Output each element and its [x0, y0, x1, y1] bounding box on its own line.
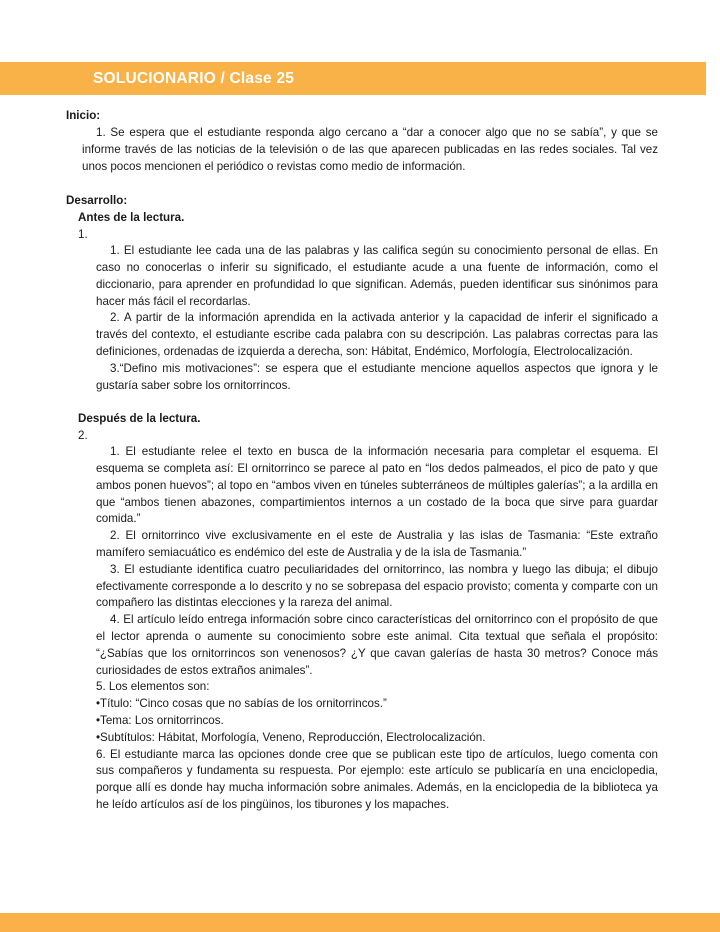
title-main: SOLUCIONARIO	[93, 69, 216, 87]
heading-antes-lectura: Antes de la lectura.	[78, 211, 185, 225]
page-title	[0, 70, 294, 88]
antes-item-2: 2. A partir de la información aprendida en la activada anterior y la capacidad de inferir el significado a través del contexto, el estudiante escribe cada palabra con su descripción. Las palabras correctas para las definiciones, ordenadas de izquierda a derecha, son: Hábitat, Endémico, Morfología, Electrolocalización.	[96, 311, 658, 358]
antes-item-1: 1. El estudiante lee cada una de las palabras y las califica según su conocimiento personal de ellas. En caso no conocerlas o inferir su significado, el estudiante acude a una fuente de información, como el diccionario, para aprender en profundidad lo que significan. Además, pueden identificar sus sinónimos para hacer más fácil el recordarlas.	[96, 244, 658, 308]
antes-marker: 1.	[78, 227, 88, 241]
despues-item-2: 2. El ornitorrinco vive exclusivamente en el este de Australia y las islas de Tasmania: “Este extraño mamífero semiacuático es endémico del este de Australia y de la isla de Tasmania.”	[96, 529, 658, 560]
inicio-item-1: 1. Se espera que el estudiante responda algo cercano a “dar a conocer algo que no se sabía”, y que se informe través de las noticias de la televisión o de las que aparecen publicadas en las redes sociales. Tal vez unos pocos mencionen el periódico o revistas como medio de información.	[82, 126, 658, 174]
despues-item-6: 6. El estudiante marca las opciones donde cree que se publican este tipo de artículos, luego comenta con sus compañeros y fundamenta su respuesta. Por ejemplo: este artículo se publicaría en una enciclopedia, porque allí es donde hay mucha información sobre animales. Además, en la enciclopedia de la biblioteca ya he leído artículos así de los pingüinos, los tiburones y los mapaches.	[96, 747, 658, 812]
heading-inicio: Inicio:	[66, 109, 101, 122]
despues-item-4: 4. El artículo leído entrega información sobre cinco características del ornitorrinco con el propósito de que el lector aprenda o aumente su conocimiento sobre este animal. Cita textual que señala el propósito: “¿Sabías que los ornitorrincos son venenosos? ¿Y que cavan galerías de hasta 30 metros? Conoce más curiosidades de estos extraños animales”.	[96, 613, 658, 677]
spacer	[66, 394, 658, 411]
despues-bullet-titulo: •Título: “Cinco cosas que no sabías de los ornitorrincos.”	[96, 697, 387, 711]
spacer	[66, 176, 658, 193]
despues-bullet-subtitulos: •Subtítulos: Hábitat, Morfología, Veneno, Reproducción, Electrolocalización.	[96, 730, 486, 744]
despues-item-1: 1. El estudiante relee el texto en busca de la información necesaria para completar el esquema. El esquema se completa así: El ornitorrinco se parece al pato en “los dedos palmeados, el pico de pato y que ambos ponen huevos”; al topo en “ambos viven en túneles subterráneos de múltiples galerías”; a la ardilla en que “ambos tienen abazones, compartimientos internos a un costado de la boca que sirve para guardar comida.”	[96, 445, 658, 526]
title-separator: /	[220, 69, 225, 87]
title-class: Clase 25	[229, 69, 295, 87]
despues-marker: 2.	[78, 428, 88, 442]
header-band	[0, 62, 706, 95]
heading-despues-lectura: Después de la lectura.	[78, 412, 201, 426]
footer-band	[0, 913, 720, 932]
despues-item-5: 5. Los elementos son:	[96, 680, 210, 694]
section-inicio	[66, 108, 658, 176]
antes-item-3: 3.“Defino mis motivaciones”: se espera que el estudiante mencione aquellos aspectos que ignora y le gustaría saber sobre los ornitorrincos.	[96, 361, 658, 392]
despues-bullet-tema: •Tema: Los ornitorrincos.	[96, 714, 224, 728]
section-desarrollo	[66, 193, 658, 814]
despues-item-3: 3. El estudiante identifica cuatro peculiaridades del ornitorrinco, las nombra y luego las dibuja; el dibujo efectivamente corresponde a lo descrito y no se sobrepasa del espacio provisto; comenta y comparte con un compañero las distintas elecciones y la rareza del animal.	[96, 562, 658, 610]
document-body	[66, 108, 658, 814]
heading-desarrollo: Desarrollo:	[66, 193, 128, 207]
